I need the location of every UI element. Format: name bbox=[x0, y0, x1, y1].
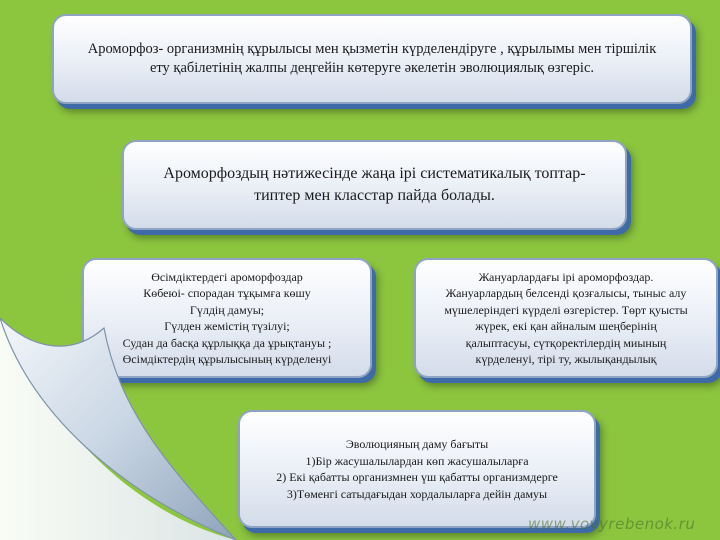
result-line: типтер мен класстар пайда болады. bbox=[254, 187, 495, 204]
plant-aromorphoses-line: Гүлдің дамуы; bbox=[189, 302, 265, 317]
definition-line: Ароморфоз- организмнің құрылысы мен қызметін күрделендіруге , құрылымы мен тіршілік bbox=[87, 41, 657, 57]
evolution-directions-line: Эволюцияның даму бағыты bbox=[345, 437, 489, 451]
animal-aromorphoses-line: Жануарлардағы ірі ароморфоздар. bbox=[478, 269, 654, 284]
plant-aromorphoses-line: Гүлден жемістің түзілуі; bbox=[164, 319, 290, 333]
plant-aromorphoses-line: Өсімдіктердегі ароморфоздар bbox=[151, 269, 303, 284]
animal-aromorphoses-line: қалыптасуы, сүтқоректілердің миының bbox=[465, 335, 667, 350]
plant-aromorphoses-line: Өсімдіктердің құрылысының күрделенуі bbox=[122, 352, 332, 366]
animal-aromorphoses-box bbox=[414, 258, 718, 378]
evolution-directions-box bbox=[238, 410, 596, 528]
page-curl-decoration bbox=[0, 318, 236, 540]
animal-aromorphoses-line: жүрек, екі қан айналым шеңберінің bbox=[475, 319, 657, 333]
result-line: Ароморфоздың нәтижесінде жаңа ірі систематикалық топтар- bbox=[163, 165, 586, 182]
definition-box bbox=[52, 14, 692, 104]
definition-line: ету қабілетінің жалпы деңгейін көтеруге әкелетін эволюциялық өзгеріс. bbox=[149, 60, 595, 76]
evolution-directions-line: 3)Төменгі сатыдағыдан хордалыларға дейін дамуы bbox=[286, 486, 548, 501]
animal-aromorphoses-line: Жануарлардың белсенді қозғалысы, тыныс алу bbox=[445, 286, 687, 300]
animal-aromorphoses-line: күрделенуі, тірі ту, жылықандылық bbox=[475, 352, 657, 366]
result-box bbox=[122, 140, 627, 230]
plant-aromorphoses-line: Көбеюі- спорадан тұқымға көшу bbox=[143, 286, 311, 300]
animal-aromorphoses-line: мүшелеріндегі күрделі өзгерістер. Төрт қуысты bbox=[444, 302, 688, 317]
watermark-text: www.vovyrebenok.ru bbox=[528, 515, 696, 533]
plant-aromorphoses-line: Судан да басқа құрлыққа да ұрықтануы ; bbox=[122, 335, 332, 350]
evolution-directions-line: 2) Екі қабатты организмнен үш қабатты организмдерге bbox=[276, 470, 558, 484]
evolution-directions-line: 1)Бір жасушалылардан көп жасушалыларға bbox=[305, 453, 529, 468]
